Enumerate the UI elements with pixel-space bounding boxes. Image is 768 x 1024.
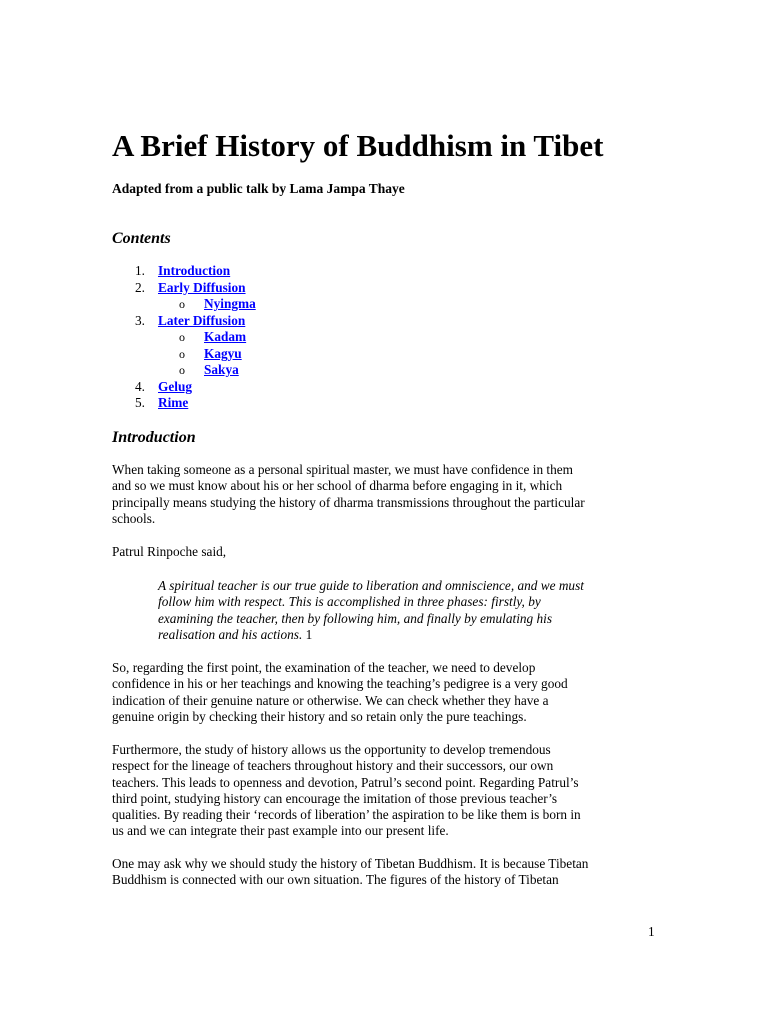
text-line: confidence in his or her teachings and knowing the teaching’s pedigree is a very good	[112, 676, 568, 692]
toc-link-nyingma[interactable]: Nyingma	[204, 296, 256, 311]
text-line: One may ask why we should study the history of Tibetan Buddhism. It is because Tibetan	[112, 856, 589, 871]
toc-subitem	[112, 296, 672, 313]
text-line: schools.	[112, 510, 156, 526]
toc-bullet: o	[179, 346, 185, 361]
toc-link-rime[interactable]: Rime	[158, 395, 189, 410]
toc-link-later-diffusion[interactable]: Later Diffusion	[158, 312, 246, 328]
text-line: qualities. By reading their ‘records of liberation’ the aspiration to be like them is born in	[112, 807, 581, 823]
text-line: teachers. This leads to openness and devotion, Patrul’s second point. Regarding Patrul’s	[112, 774, 579, 790]
introduction-paragraph-3	[112, 660, 660, 725]
toc-number: 3.	[135, 312, 145, 328]
toc-number: 4.	[135, 378, 145, 394]
toc-bullet: o	[179, 297, 185, 311]
text-line: indication of their genuine nature or otherwise. We can check whether they have a	[112, 692, 549, 708]
toc-item	[112, 379, 672, 396]
introduction-paragraph-1	[112, 462, 660, 527]
document-title: A Brief History of Buddhism in Tibet	[112, 128, 604, 163]
text-line: Buddhism is connected with our own situation. The figures of the history of Tibetan	[112, 872, 559, 888]
quote-line: follow him with respect. This is accomplished in three phases: firstly, by	[158, 594, 541, 610]
table-of-contents	[112, 263, 672, 412]
introduction-heading: Introduction	[112, 429, 196, 446]
text-line: So, regarding the first point, the examination of the teacher, we need to develop	[112, 660, 536, 675]
toc-bullet: o	[179, 363, 185, 377]
introduction-paragraph-5	[112, 856, 660, 889]
introduction-paragraph-4	[112, 742, 660, 840]
document-subtitle: Adapted from a public talk by Lama Jampa Thaye	[112, 181, 405, 196]
toc-item	[112, 313, 672, 330]
footnote-marker: 1	[305, 626, 313, 642]
toc-link-introduction[interactable]: Introduction	[158, 263, 231, 278]
text-line: genuine origin by checking their history and so retain only the pure teachings.	[112, 708, 527, 724]
toc-link-gelug[interactable]: Gelug	[158, 378, 192, 394]
toc-link-kadam[interactable]: Kadam	[204, 329, 247, 344]
toc-item	[112, 280, 672, 297]
text-line: us and we can integrate their past example into our present life.	[112, 823, 449, 839]
toc-subitem	[112, 329, 672, 346]
toc-item	[112, 395, 672, 412]
quote-line-text: realisation and his actions.	[158, 626, 303, 642]
introduction-paragraph-2	[112, 544, 660, 560]
page-number: 1	[648, 924, 655, 939]
text-line: Patrul Rinpoche said,	[112, 544, 227, 559]
toc-link-sakya[interactable]: Sakya	[204, 362, 239, 377]
toc-link-kagyu[interactable]: Kagyu	[204, 345, 242, 361]
toc-number: 5.	[135, 395, 145, 410]
text-line: principally means studying the history of dharma transmissions throughout the particular	[112, 494, 585, 510]
quote-line	[158, 627, 668, 643]
toc-number: 2.	[135, 279, 145, 295]
contents-heading: Contents	[112, 230, 171, 247]
text-line: When taking someone as a personal spiritual master, we must have confidence in them	[112, 462, 574, 477]
text-line: third point, studying history can encourage the imitation of those previous teacher’s	[112, 790, 558, 806]
block-quote	[158, 578, 668, 643]
text-line: Furthermore, the study of history allows us the opportunity to develop tremendous	[112, 742, 551, 757]
quote-line: A spiritual teacher is our true guide to liberation and omniscience, and we must	[158, 578, 584, 593]
toc-subitem	[112, 346, 672, 363]
text-line: respect for the lineage of teachers throughout history and their successors, our own	[112, 758, 554, 774]
toc-number: 1.	[135, 263, 145, 278]
text-line: and so we must know about his or her school of dharma before engaging in it, which	[112, 478, 563, 494]
toc-link-early-diffusion[interactable]: Early Diffusion	[158, 279, 246, 295]
quote-line: examining the teacher, then by following him, and finally by emulating his	[158, 610, 553, 626]
toc-bullet: o	[179, 330, 185, 344]
toc-subitem	[112, 362, 672, 379]
toc-item	[112, 263, 672, 280]
